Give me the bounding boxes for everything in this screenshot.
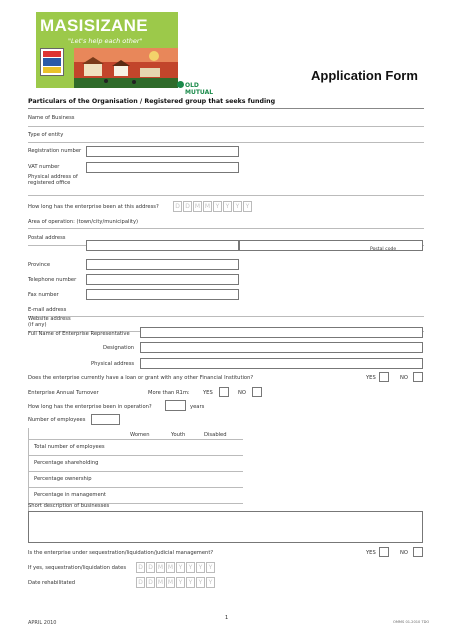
table-row: Percentage shareholding	[34, 460, 99, 466]
logo-name: MASISIZANE	[40, 16, 148, 35]
row-divider	[28, 228, 424, 229]
designation-input[interactable]	[140, 342, 423, 353]
page-title: Application Form	[311, 68, 418, 83]
postal-address-label: Postal address	[28, 235, 66, 241]
loan-question-label: Does the enterprise currently have a loan or grant with any other Financial Institution?	[28, 375, 254, 381]
telephone-input[interactable]	[86, 274, 239, 285]
sequestration-dates-label: If yes, sequestration/liquidation dates	[28, 565, 127, 571]
turnover-yes-checkbox[interactable]	[219, 387, 229, 397]
date-digit[interactable]: M	[167, 579, 174, 586]
date-digit[interactable]: Y	[223, 201, 232, 212]
physical-address-label: Physical address of registered office	[28, 174, 78, 186]
date-digit[interactable]: Y	[213, 201, 222, 212]
employee-table	[28, 428, 243, 514]
date-digit[interactable]: Y	[196, 562, 205, 573]
date-digit[interactable]: Y	[206, 562, 215, 573]
telephone-label: Telephone number	[28, 277, 77, 283]
date-digit[interactable]: M	[194, 203, 201, 210]
date-digit[interactable]: D	[136, 577, 145, 588]
page-number: 1	[225, 615, 229, 621]
employees-input[interactable]	[91, 414, 120, 425]
date-digit[interactable]: Y	[243, 201, 252, 212]
date-rehabilitated-label: Date rehabilitated	[28, 580, 76, 586]
vat-number-label: VAT number	[28, 164, 60, 170]
date-digit[interactable]: D	[136, 562, 145, 573]
loan-no-checkbox[interactable]	[413, 372, 423, 382]
short-description-textarea[interactable]	[28, 511, 423, 543]
date-digit[interactable]: Y	[206, 577, 215, 588]
old-mutual-icon	[177, 81, 184, 88]
sequestration-date-field[interactable]	[136, 562, 216, 573]
sequestration-yes-checkbox[interactable]	[379, 547, 389, 557]
row-divider	[28, 316, 424, 317]
operation-years-input[interactable]	[165, 400, 186, 411]
address-date-field[interactable]	[173, 201, 253, 212]
turnover-no-label: NO	[238, 390, 246, 396]
village-illustration-icon	[74, 48, 178, 88]
date-digit[interactable]: M	[204, 203, 211, 210]
table-header: Women	[130, 432, 150, 438]
table-row: Total number of employees	[34, 444, 105, 450]
masisizane-logo	[36, 12, 214, 96]
rehabilitated-date-field[interactable]	[136, 577, 216, 588]
years-label: years	[190, 404, 205, 410]
sequestration-yes-label: YES	[366, 550, 376, 556]
table-header: Disabled	[204, 432, 227, 438]
table-row: Percentage in management	[34, 492, 106, 498]
representative-label: Full Name of Enterprise Representative	[28, 331, 130, 337]
date-digit[interactable]: D	[146, 562, 155, 573]
type-of-entity-label: Type of entity	[28, 132, 64, 138]
date-digit[interactable]: M	[167, 564, 174, 571]
date-digit[interactable]: M	[157, 564, 164, 571]
operation-question-label: How long has the enterprise been in operation?	[28, 404, 152, 410]
loan-yes-checkbox[interactable]	[379, 372, 389, 382]
email-label: E-mail address	[28, 307, 67, 313]
date-digit[interactable]: Y	[196, 577, 205, 588]
date-digit[interactable]: Y	[186, 562, 195, 573]
date-digit[interactable]: Y	[233, 201, 242, 212]
name-of-business-label: Name of Business	[28, 115, 75, 121]
date-digit[interactable]: Y	[176, 562, 185, 573]
short-description-label: Short description of businesses	[28, 503, 110, 509]
representative-input[interactable]	[140, 327, 423, 338]
how-long-address-label: How long has the enterprise been at this address?	[28, 204, 159, 210]
vat-number-input[interactable]	[86, 162, 239, 173]
employees-label: Number of employees	[28, 417, 86, 423]
registration-number-label: Registration number	[28, 148, 82, 154]
row-divider	[28, 195, 424, 196]
fax-input[interactable]	[86, 289, 239, 300]
loan-yes-label: YES	[366, 375, 376, 381]
old-mutual-label: OLD MUTUAL	[185, 82, 214, 96]
postal-code-label: Postal code	[370, 247, 397, 252]
date-digit[interactable]: D	[173, 201, 182, 212]
postal-address-line-input[interactable]	[86, 240, 239, 251]
section-title: Particulars of the Organisation / Registered group that seeks funding	[28, 98, 276, 105]
loan-no-label: NO	[400, 375, 408, 381]
table-row: Percentage ownership	[34, 476, 92, 482]
more-than-label: More than R1m:	[148, 390, 190, 396]
badge-icon	[40, 48, 64, 76]
province-label: Province	[28, 262, 51, 268]
sequestration-question-label: Is the enterprise under sequestration/liquidation/judicial management?	[28, 550, 214, 556]
registration-number-input[interactable]	[86, 146, 239, 157]
date-digit[interactable]: Y	[176, 577, 185, 588]
rep-physical-address-input[interactable]	[140, 358, 423, 369]
row-divider	[28, 126, 424, 127]
footer-code: OMMS 01.2010 TDO	[393, 620, 430, 624]
sequestration-no-label: NO	[400, 550, 408, 556]
logo-tagline: "Let's help each other"	[68, 37, 143, 45]
date-digit[interactable]: D	[183, 201, 192, 212]
table-header: Youth	[171, 432, 186, 438]
province-input[interactable]	[86, 259, 239, 270]
fax-label: Fax number	[28, 292, 59, 298]
rep-physical-address-label: Physical address	[91, 361, 135, 367]
date-digit[interactable]: Y	[186, 577, 195, 588]
date-digit[interactable]: M	[157, 579, 164, 586]
website-label: Website address (if any)	[28, 316, 71, 328]
turnover-yes-label: YES	[203, 390, 213, 396]
turnover-label: Enterprise Annual Turnover	[28, 390, 99, 396]
sequestration-no-checkbox[interactable]	[413, 547, 423, 557]
row-divider	[28, 142, 424, 143]
section-divider	[28, 108, 424, 109]
date-digit[interactable]: D	[146, 577, 155, 588]
turnover-no-checkbox[interactable]	[252, 387, 262, 397]
footer-date: APRIL 2010	[28, 620, 57, 626]
designation-label: Designation	[103, 345, 135, 351]
area-of-operation-label: Area of operation: (town/city/municipality)	[28, 219, 139, 225]
